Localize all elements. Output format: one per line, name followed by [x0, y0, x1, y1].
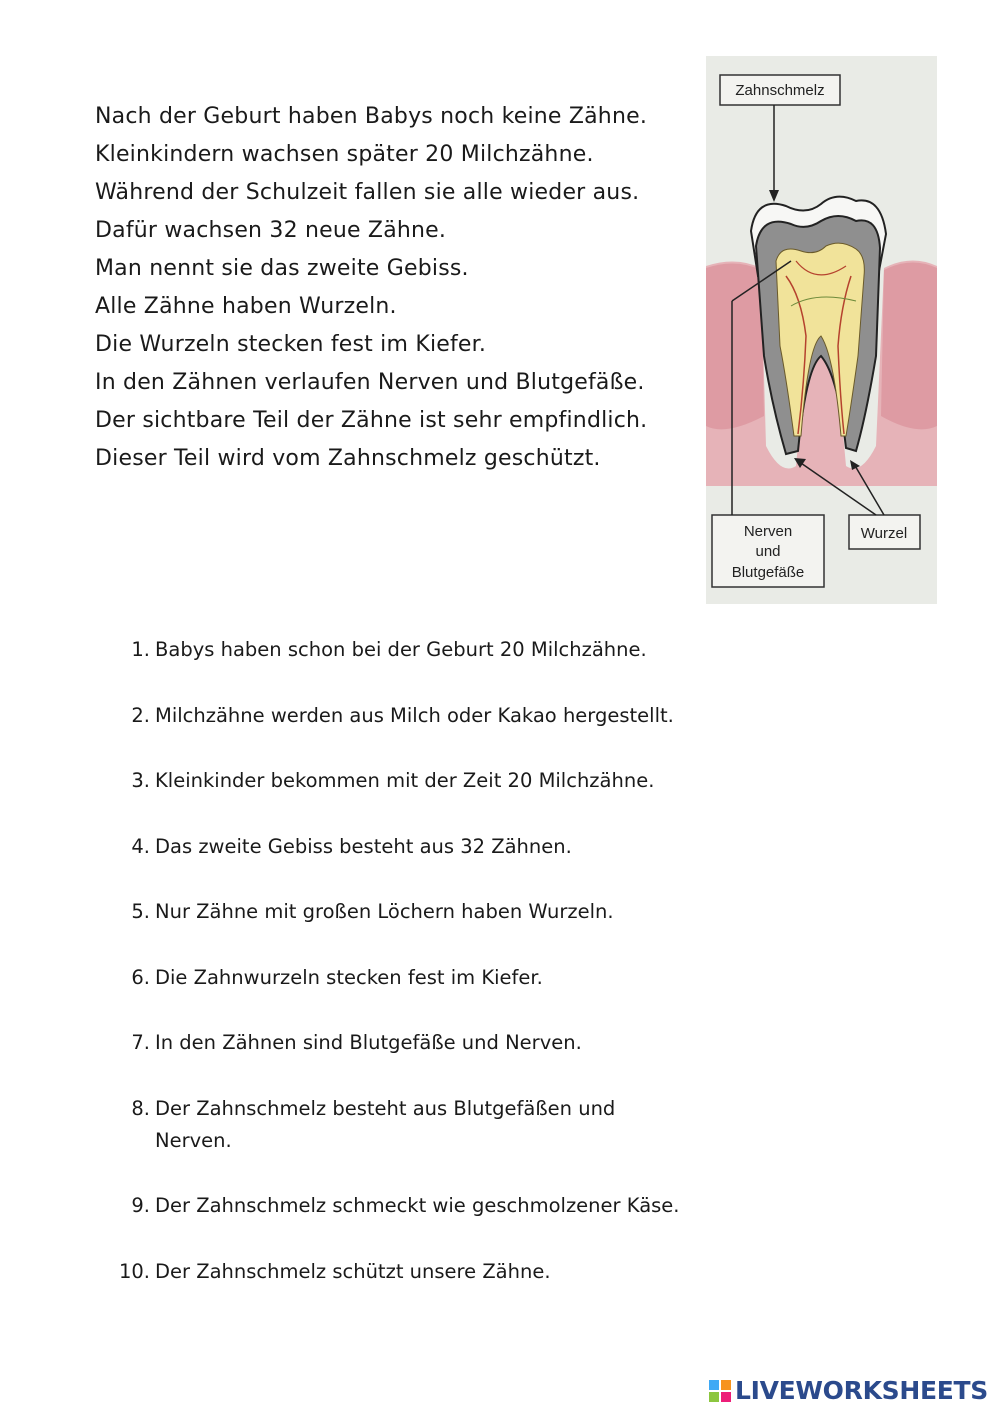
item-text: In den Zähnen sind Blutgefäße und Nerven.	[155, 1031, 582, 1054]
liveworksheets-logo-icon	[709, 1380, 731, 1402]
reading-line: Man nennt sie das zweite Gebiss.	[95, 256, 469, 281]
list-item	[110, 634, 750, 666]
reading-line: Alle Zähne haben Wurzeln.	[95, 294, 397, 319]
list-item	[110, 1256, 750, 1288]
item-number: 1.	[131, 638, 150, 661]
gum-edge-right	[881, 262, 937, 429]
item-text: Der Zahnschmelz besteht aus Blutgefäßen und Nerven.	[155, 1096, 616, 1152]
enamel-label: Zahnschmelz	[735, 82, 825, 99]
list-item	[110, 962, 750, 994]
nerves-label-line: Nerven	[743, 523, 793, 540]
item-text: Kleinkinder bekommen mit der Zeit 20 Milchzähne.	[155, 769, 655, 792]
reading-line: Kleinkindern wachsen später 20 Milchzähne.	[95, 142, 594, 167]
item-text: Milchzähne werden aus Milch oder Kakao hergestellt.	[155, 703, 674, 727]
reading-line: Die Wurzeln stecken fest im Kiefer.	[95, 332, 487, 357]
item-text: Der Zahnschmelz schützt unsere Zähne.	[155, 1259, 551, 1283]
item-number: 4.	[131, 834, 150, 858]
statement-list	[110, 634, 750, 1321]
item-number: 9.	[131, 1194, 150, 1217]
reading-text	[95, 98, 695, 478]
tooth-diagram	[706, 56, 937, 604]
item-number: 8.	[131, 1096, 150, 1120]
item-text: Babys haben schon bei der Geburt 20 Milchzähne.	[155, 638, 647, 661]
list-item	[110, 1093, 630, 1157]
reading-line: Während der Schulzeit fallen sie alle wieder aus.	[95, 180, 640, 205]
brand-name: LIVEWORKSHEETS	[734, 1376, 988, 1405]
item-text: Nur Zähne mit großen Löchern haben Wurzeln.	[155, 900, 614, 923]
nerves-label-line: Blutgefäße	[731, 564, 805, 581]
item-number: 3.	[131, 769, 150, 792]
item-text: Der Zahnschmelz schmeckt wie geschmolzener Käse.	[155, 1194, 680, 1217]
item-number: 10.	[118, 1259, 150, 1283]
item-number: 6.	[131, 965, 150, 989]
reading-line: In den Zähnen verlaufen Nerven und Blutgefäße.	[95, 370, 645, 395]
item-number: 7.	[131, 1031, 150, 1054]
item-number: 2.	[131, 703, 150, 727]
item-number: 5.	[131, 900, 150, 923]
list-item	[110, 765, 750, 797]
list-item	[110, 1027, 750, 1059]
reading-line: Nach der Geburt haben Babys noch keine Zähne.	[95, 104, 648, 129]
item-text: Das zweite Gebiss besteht aus 32 Zähnen.	[155, 834, 572, 858]
enamel-arrowhead	[769, 190, 779, 202]
list-item	[110, 1190, 750, 1222]
reading-line: Der sichtbare Teil der Zähne ist sehr empfindlich.	[95, 408, 648, 433]
list-item	[110, 700, 750, 732]
item-text: Die Zahnwurzeln stecken fest im Kiefer.	[155, 965, 543, 989]
root-label: Wurzel	[860, 525, 908, 542]
liveworksheets-brand[interactable]	[709, 1376, 988, 1405]
list-item	[110, 831, 750, 863]
list-item	[110, 896, 750, 928]
nerves-label-line: und	[755, 543, 781, 560]
reading-line: Dafür wachsen 32 neue Zähne.	[95, 218, 447, 243]
gum-edge	[706, 263, 764, 429]
reading-line: Dieser Teil wird vom Zahnschmelz geschützt.	[95, 446, 601, 471]
